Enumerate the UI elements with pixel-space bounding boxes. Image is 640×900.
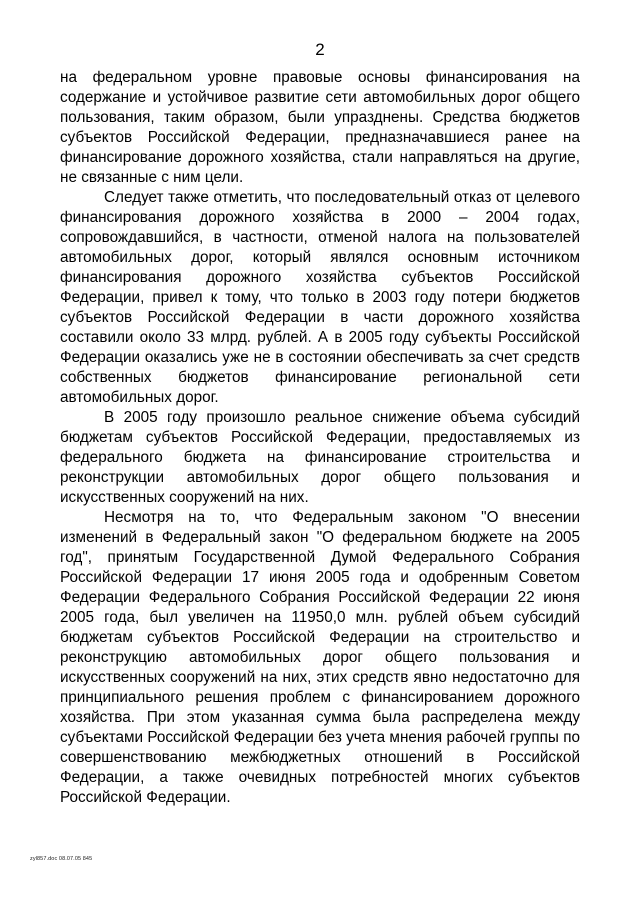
file-footer: zyl857.doc 08.07.05 845 <box>30 856 93 862</box>
paragraph-1: на федеральном уровне правовые основы финансирования на содержание и устойчивое развитие сети автомобильных дорог общего пользования, таким образом, были упразднены. Средства бюджетов субъектов Российской Федерации, предназначавшиеся ранее на финансирование дорожного хозяйства, стали направляться на другие, не связанные с ним цели. <box>60 69 580 186</box>
document-body <box>60 68 580 808</box>
page-number: 2 <box>315 40 325 59</box>
paragraph-3: В 2005 году произошло реальное снижение объема субсидий бюджетам субъектов Российской Федерации, предоставляемых из федерального бюджета на финансирование строительства и реконструкции автомобильных дорог общего пользования и искусственных сооружений на них. <box>60 409 580 506</box>
paragraph-4: Несмотря на то, что Федеральным законом "О внесении изменений в Федеральный закон "О федеральном бюджете на 2005 год", принятым Государственной Думой Федерального Собрания Российской Федерации 17 июня 2005 года и одобренным Советом Федерации Федерального Собрания Российской Федерации 22 июня 2005 года, был увеличен на 11950,0 млн. рублей объем субсидий бюджетам субъектов Российской Федерации на строительство и реконструкцию автомобильных дорог общего пользования и искусственных сооружений на них, этих средств явно недостаточно для принципиального решения проблем с финансированием дорожного хозяйства. При этом указанная сумма была распределена между субъектами Российской Федерации без учета мнения рабочей группы по совершенствованию межбюджетных отношений в Российской Федерации, а также очевидных потребностей многих субъектов Российской Федерации. <box>60 509 580 806</box>
paragraph-2: Следует также отметить, что последовательный отказ от целевого финансирования дорожного хозяйства в 2000 – 2004 годах, сопровождавшийся, в частности, отменой налога на пользователей автомобильных дорог, который являлся основным источником финансирования дорожного хозяйства субъектов Российской Федерации, привел к тому, что только в 2003 году потери бюджетов субъектов Российской Федерации в части дорожного хозяйства составили около 33 млрд. рублей. А в 2005 году субъекты Российской Федерации оказались уже не в состоянии обеспечивать за счет средств собственных бюджетов финансирование региональной сети автомобильных дорог. <box>60 189 580 406</box>
